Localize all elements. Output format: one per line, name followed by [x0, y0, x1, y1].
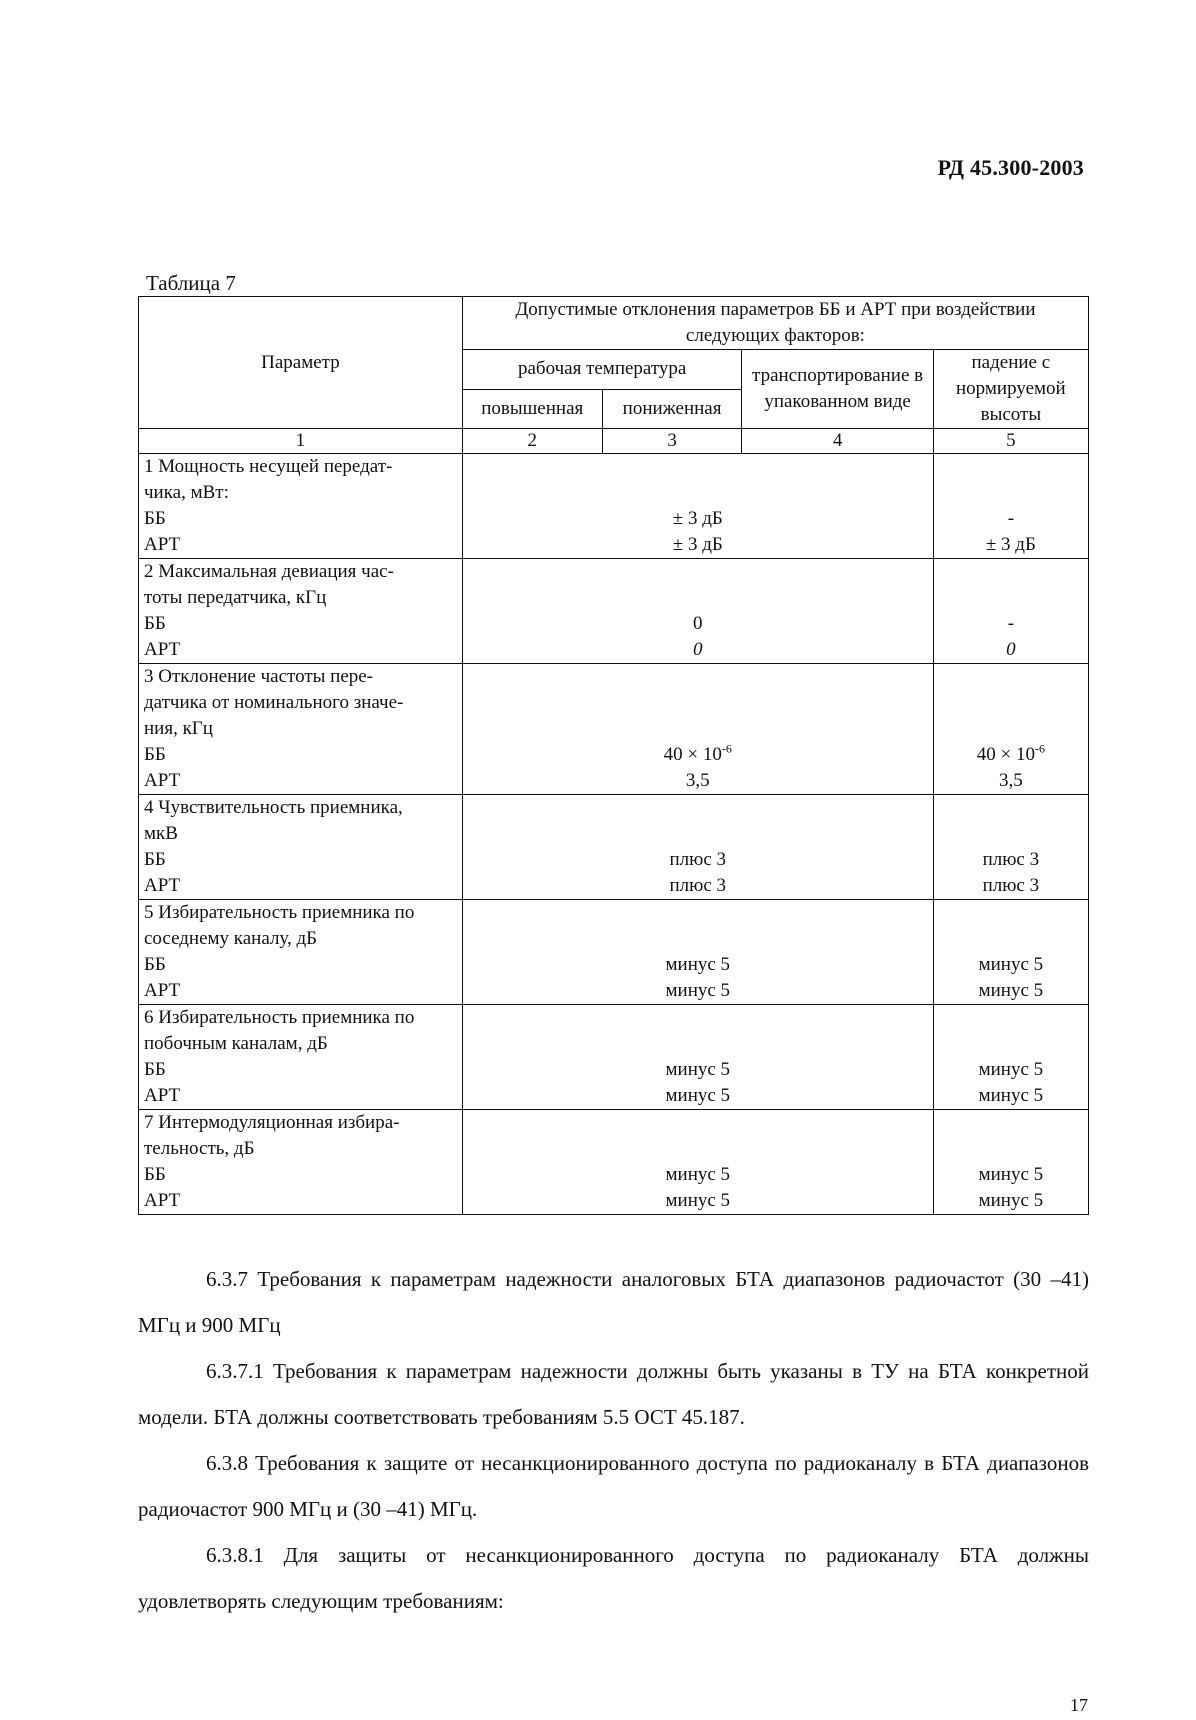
temp-transport-values	[462, 795, 933, 900]
param-line: 7 Интермодуляционная избира-	[144, 1112, 400, 1133]
fall-value-bb	[939, 742, 1083, 768]
fall-values	[933, 900, 1088, 1005]
param-line: АРТ	[144, 1085, 181, 1106]
param-line: 2 Максимальная девиация час-	[144, 561, 394, 582]
fall-value-art: минус 5	[978, 980, 1044, 1001]
fall-value-bb-base: 40 × 10	[976, 744, 1035, 765]
param-cell	[139, 664, 463, 795]
param-line: 3 Отклонение частоты пере-	[144, 666, 374, 687]
param-line: соседнему каналу, дБ	[144, 928, 318, 949]
value-art: минус 5	[665, 980, 731, 1001]
param-line: тоты передатчика, кГц	[144, 587, 327, 608]
paragraph-text: 6.3.7.1 Требования к параметрам надежности должны быть указаны в ТУ на БТА конкретной модели. БТА должны соответствовать требованиям 5.5 ОСТ 45.187.	[138, 1359, 1089, 1429]
table-row	[139, 559, 1089, 664]
fall-values	[933, 664, 1088, 795]
header-high: повышенная	[462, 389, 602, 429]
value-bb: ± 3 дБ	[672, 508, 723, 529]
param-line: 5 Избирательность приемника по	[144, 902, 415, 923]
value-bb: минус 5	[665, 954, 731, 975]
value-art: минус 5	[665, 1190, 731, 1211]
value-bb: плюс 3	[669, 849, 727, 870]
col-number-4: 4	[742, 429, 933, 454]
temp-transport-values	[462, 900, 933, 1005]
value-bb: минус 5	[665, 1059, 731, 1080]
paragraph-text: 6.3.8 Требования к защите от несанкционированного доступа по радиоканалу в БТА диапазонов радиочастот 900 МГц и (30 –41) МГц.	[138, 1451, 1089, 1521]
paragraph-text: 6.3.7 Требования к параметрам надежности аналоговых БТА диапазонов радиочастот (30 –41) МГц и 900 МГц	[138, 1267, 1089, 1337]
header-fall: падение с нормируемой высоты	[933, 350, 1088, 429]
temp-transport-values	[462, 454, 933, 559]
fall-value-bb-exponent: -6	[1034, 741, 1045, 756]
table-row	[139, 454, 1089, 559]
param-cell	[139, 1005, 463, 1110]
header-param: Параметр	[139, 297, 463, 429]
fall-value-art: 3,5	[998, 770, 1023, 791]
param-line: АРТ	[144, 534, 181, 555]
fall-values	[933, 559, 1088, 664]
param-line: ББ	[144, 508, 166, 529]
temp-transport-values	[462, 664, 933, 795]
header-row-1	[139, 297, 1089, 350]
param-cell	[139, 795, 463, 900]
param-line: ББ	[144, 613, 166, 634]
header-work-temp: рабочая температура	[462, 350, 742, 390]
fall-value-bb: -	[1007, 508, 1015, 529]
column-number-row	[139, 429, 1089, 454]
table-row	[139, 900, 1089, 1005]
fall-values	[933, 795, 1088, 900]
value-bb: минус 5	[665, 1164, 731, 1185]
param-line: ББ	[144, 744, 166, 765]
param-line: ББ	[144, 1164, 166, 1185]
fall-values	[933, 1005, 1088, 1110]
col-number-2: 2	[462, 429, 602, 454]
table-row	[139, 664, 1089, 795]
fall-value-art: ± 3 дБ	[985, 534, 1036, 555]
value-art: плюс 3	[669, 875, 727, 896]
fall-value-art: минус 5	[978, 1190, 1044, 1211]
param-cell	[139, 454, 463, 559]
param-line: мкВ	[144, 823, 178, 844]
param-line: чика, мВт:	[144, 482, 229, 503]
fall-value-art: 0	[1006, 639, 1016, 660]
param-line: датчика от номинального значе-	[144, 692, 404, 713]
param-line: 1 Мощность несущей передат-	[144, 456, 393, 477]
fall-value-bb: -	[1007, 613, 1015, 634]
fall-value-bb: минус 5	[978, 954, 1044, 975]
param-line: ББ	[144, 1059, 166, 1080]
value-bb-base: 40 × 10	[663, 744, 722, 765]
parameters-table	[138, 296, 1089, 1215]
fall-value-bb: плюс 3	[982, 849, 1040, 870]
value-art: 0	[693, 639, 703, 660]
page-number: 17	[1070, 1695, 1088, 1715]
param-cell	[139, 559, 463, 664]
col-number-3: 3	[602, 429, 742, 454]
value-art: 3,5	[685, 770, 710, 791]
header-low: пониженная	[602, 389, 742, 429]
table-row	[139, 1005, 1089, 1110]
document-code: РД 45.300-2003	[937, 155, 1084, 180]
paragraph-6-3-7-1	[138, 1348, 1089, 1440]
param-cell	[139, 900, 463, 1005]
temp-transport-values	[462, 1005, 933, 1110]
param-line: 6 Избирательность приемника по	[144, 1007, 415, 1028]
param-line: тельность, дБ	[144, 1138, 255, 1159]
param-line: 4 Чувствительность приемника,	[144, 797, 403, 818]
temp-transport-values	[462, 1110, 933, 1215]
fall-value-bb: минус 5	[978, 1164, 1044, 1185]
header-transport: транспортирование в упакованном виде	[742, 350, 933, 429]
param-line: ния, кГц	[144, 718, 213, 739]
col-number-1: 1	[139, 429, 463, 454]
param-line: побочным каналам, дБ	[144, 1033, 328, 1054]
param-line: ББ	[144, 954, 166, 975]
paragraph-text: 6.3.8.1 Для защиты от несанкционированного доступа по радиоканалу БТА должны удовлетворять следующим требованиям:	[138, 1543, 1089, 1613]
value-bb	[468, 742, 928, 768]
fall-values	[933, 454, 1088, 559]
param-line: АРТ	[144, 875, 181, 896]
fall-value-art: минус 5	[978, 1085, 1044, 1106]
table-row	[139, 795, 1089, 900]
param-line: АРТ	[144, 639, 181, 660]
header-group: Допустимые отклонения параметров ББ и АРТ при воздействии следующих факторов:	[462, 297, 1088, 350]
paragraph-6-3-8	[138, 1440, 1089, 1532]
paragraph-6-3-8-1	[138, 1532, 1089, 1624]
fall-value-art: плюс 3	[982, 875, 1040, 896]
value-art: минус 5	[665, 1085, 731, 1106]
param-cell	[139, 1110, 463, 1215]
param-line: ББ	[144, 849, 166, 870]
param-line: АРТ	[144, 1190, 181, 1211]
table-caption: Таблица 7	[146, 271, 236, 295]
value-art: ± 3 дБ	[672, 534, 723, 555]
value-bb-exponent: -6	[721, 741, 732, 756]
param-line: АРТ	[144, 770, 181, 791]
paragraph-6-3-7	[138, 1256, 1089, 1348]
value-bb: 0	[693, 613, 703, 634]
fall-values	[933, 1110, 1088, 1215]
table-row	[139, 1110, 1089, 1215]
col-number-5: 5	[933, 429, 1088, 454]
fall-value-bb: минус 5	[978, 1059, 1044, 1080]
param-line: АРТ	[144, 980, 181, 1001]
temp-transport-values	[462, 559, 933, 664]
